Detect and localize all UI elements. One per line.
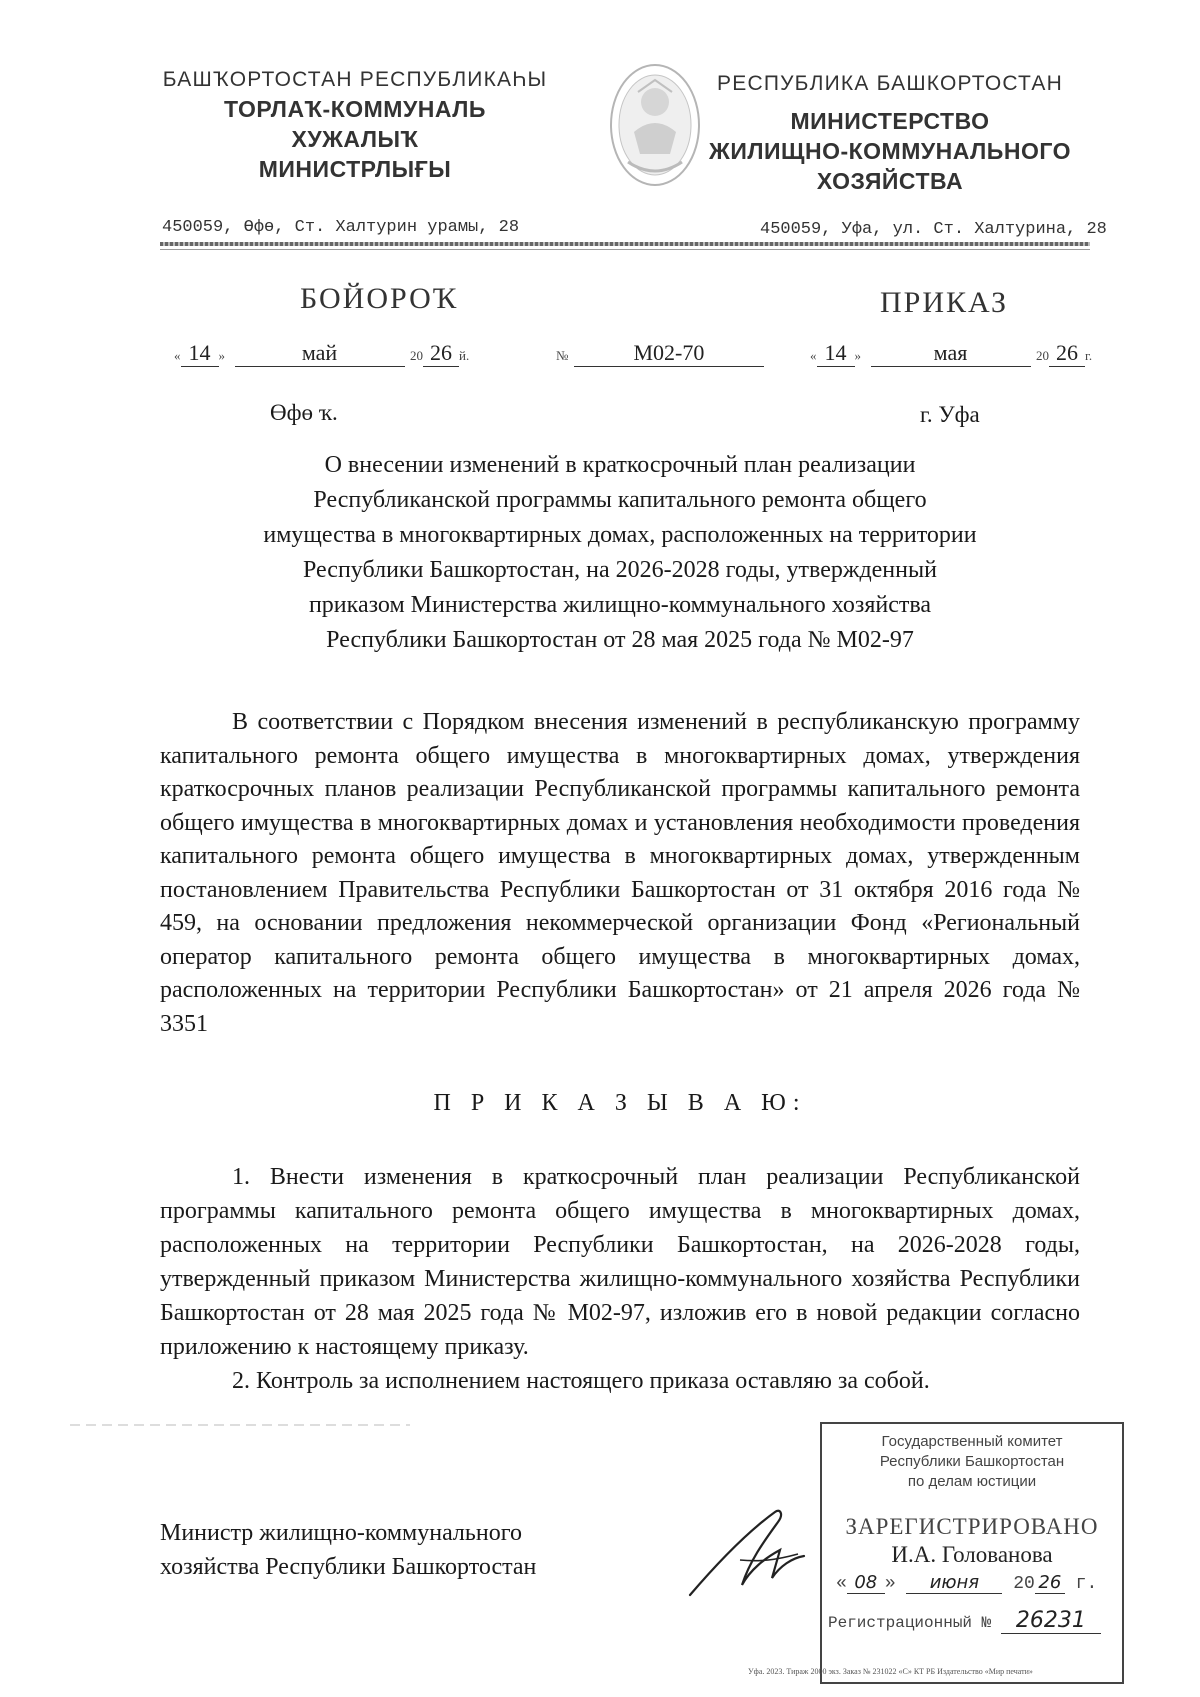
print-info: Уфа. 2023. Тираж 2000 экз. Заказ № 231022 «С» КТ РБ Издательство «Мир печати» xyxy=(748,1667,1033,1676)
order-number-value: М02-70 xyxy=(574,340,764,367)
header-divider xyxy=(160,242,1090,246)
preamble-text: В соответствии с Порядком внесения изменений в республиканскую программу капитального ремонта общего имущества в многоквартирных домах, утверждения краткосрочных планов реализации Республиканской программы капитального ремонта общего имущества в многоквартирных домах и установления необходимости проведения капитального ремонта общего имущества в многоквартирных домах, утвержденным постановлением Правительства Республики Башкортостан от 31 октября 2016 года № 459, на основании предложения некоммерческой организации Фонд «Региональный оператор капитального ремонта общего имущества в многоквартирных домах, расположенных на территории Республики Башкортостан» от 21 апреля 2026 года № 3351 xyxy=(160,709,1080,1037)
stamp-head-line: Республики Башкортостан xyxy=(879,1453,1065,1470)
order-date-ru: « 14 » мая 20 26 г. xyxy=(810,340,1093,365)
number-sign: № xyxy=(556,348,569,363)
header-left xyxy=(160,68,550,184)
stamp-authority xyxy=(822,1432,1122,1492)
title-line: Республики Башкортостан, на 2026-2028 годы, утвержденный xyxy=(303,557,937,583)
order-items xyxy=(160,1160,1080,1398)
address-ru: 450059, Уфа, ул. Ст. Халтурина, 28 xyxy=(760,220,1107,239)
date-year: 26 xyxy=(1049,340,1085,367)
city-ba: Өфө ҡ. xyxy=(270,400,338,425)
title-line: приказом Министерства жилищно-коммунального хозяйства xyxy=(308,592,932,618)
date-day: 14 xyxy=(181,340,219,367)
ministry-line: ХУЖАЛЫҠ xyxy=(291,126,419,152)
title-line: имущества в многоквартирных домах, расположенных на территории xyxy=(263,522,977,548)
registration-stamp xyxy=(820,1422,1124,1684)
stamp-reg-number xyxy=(822,1608,1122,1634)
faint-bleedthrough xyxy=(70,1424,410,1426)
order-title xyxy=(160,448,1080,658)
ministry-line: ЖИЛИЩНО-КОММУНАЛЬНОГО xyxy=(709,138,1071,164)
title-line: Республиканской программы капитального ремонта общего xyxy=(313,487,927,513)
order-word-ba: БОЙОРОҠ xyxy=(300,282,459,315)
header-right xyxy=(700,72,1080,196)
order-item-2: 2. Контроль за исполнением настоящего приказа оставляю за собой. xyxy=(232,1368,930,1394)
date-year-prefix: 20 xyxy=(410,348,423,363)
ministry-name-ru xyxy=(700,106,1080,196)
address-ba: 450059, Өфө, Ст. Халтурин урамы, 28 xyxy=(162,218,520,237)
stamp-reg-label: Регистрационный № xyxy=(828,1614,992,1632)
handwritten-signature xyxy=(680,1500,820,1610)
signature-block xyxy=(160,1516,536,1584)
stamp-reg-value: 26231 xyxy=(1001,1608,1101,1634)
stamp-head-line: Государственный комитет xyxy=(881,1433,1063,1450)
republic-name-ba: БАШҠОРТОСТАН РЕСПУБЛИКАҺЫ xyxy=(162,68,548,91)
ministry-line: МИНИСТРЛЫҒЫ xyxy=(258,156,452,182)
stamp-year: 26 xyxy=(1035,1572,1065,1594)
stamp-month: июня xyxy=(906,1572,1002,1594)
ministry-line: ХОЗЯЙСТВА xyxy=(816,168,964,194)
date-year-prefix: 20 xyxy=(1036,348,1049,363)
signature-title-line: хозяйства Республики Башкортостан xyxy=(160,1554,537,1580)
order-item-1: 1. Внести изменения в краткосрочный план реализации Республиканской программы капитального ремонта общего имущества в многоквартирных домах, расположенных на территории Республики Башкортостан, на 2026-2028 годы, утвержденный приказом Министерства жилищно-коммунального хозяйства Республики Башкортостан от 28 мая 2025 года № М02-97, изложив его в новой редакции согласно приложению к настоящему приказу. xyxy=(160,1164,1080,1360)
date-year: 26 xyxy=(423,340,459,367)
header-divider-thin xyxy=(160,249,1090,250)
preamble xyxy=(160,706,1080,1041)
date-month: май xyxy=(235,340,405,367)
city-ru: г. Уфа xyxy=(920,402,980,427)
orders-heading: П Р И К А З Ы В А Ю: xyxy=(433,1090,807,1116)
stamp-registrar-name: И.А. Голованова xyxy=(891,1542,1053,1567)
ministry-name-ba xyxy=(160,94,550,184)
title-line: О внесении изменений в краткосрочный план реализации xyxy=(324,452,916,478)
ministry-line: МИНИСТЕРСТВО xyxy=(790,108,990,134)
date-day: 14 xyxy=(817,340,855,367)
ministry-line: ТОРЛАҠ-КОММУНАЛЬ xyxy=(224,96,486,122)
stamp-date: « 08 » июня 20 26 г. xyxy=(836,1572,1098,1594)
republic-name-ru: РЕСПУБЛИКА БАШКОРТОСТАН xyxy=(717,72,1063,95)
bashkortostan-emblem-icon xyxy=(608,62,702,188)
stamp-head-line: по делам юстиции xyxy=(907,1473,1037,1490)
stamp-year-suffix: г. xyxy=(1075,1574,1098,1594)
stamp-registered: ЗАРЕГИСТРИРОВАНО xyxy=(845,1514,1099,1539)
date-suffix: г. xyxy=(1085,348,1093,363)
date-month: мая xyxy=(871,340,1031,367)
signature-title-line: Министр жилищно-коммунального xyxy=(160,1520,522,1546)
order-word-ru: ПРИКАЗ xyxy=(880,286,1008,319)
date-suffix: й. xyxy=(459,348,470,363)
stamp-day: 08 xyxy=(847,1572,885,1594)
order-number xyxy=(556,340,764,367)
stamp-year-prefix: 20 xyxy=(1013,1574,1035,1594)
order-date-ba: « 14 » май 20 26 й. xyxy=(174,340,470,365)
title-line: Республики Башкортостан от 28 мая 2025 года № М02-97 xyxy=(326,627,914,653)
